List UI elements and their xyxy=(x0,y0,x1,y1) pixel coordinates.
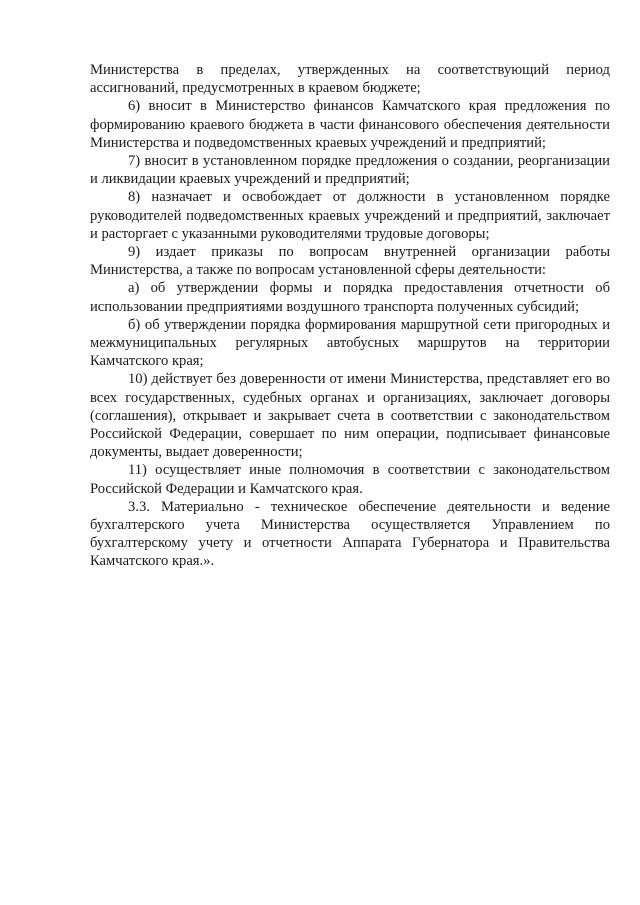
paragraph-item-7: 7) вносит в установленном порядке предложения о создании, реорганизации и ликвидации краевых учреждений и предприятий; xyxy=(90,153,610,188)
paragraph-item-11: 11) осуществляет иные полномочия в соответствии с законодательством Российской Федерации и Камчатского края. xyxy=(90,462,610,497)
paragraph-section-3-3: 3.3. Материально - техническое обеспечение деятельности и ведение бухгалтерского учета Министерства осуществляется Управлением по бухгалтерскому учету и отчетности Аппарата Губернатора и Правительства Камчатского края.». xyxy=(90,498,610,570)
document-body xyxy=(90,61,610,571)
paragraph-item-9: 9) издает приказы по вопросам внутренней организации работы Министерства, а также по вопросам установленной сферы деятельности: xyxy=(90,244,610,279)
paragraph-item-10: 10) действует без доверенности от имени Министерства, представляет его во всех государственных, судебных органах и организациях, заключает договоры (соглашения), открывает и закрывает счета в соответствии с законодательством Российской Федерации, совершает по ним операции, подписывает финансовые документы, выдает доверенности; xyxy=(90,371,610,461)
paragraph-continuation: Министерства в пределах, утвержденных на соответствующий период ассигнований, предусмотренных в краевом бюджете; xyxy=(90,62,610,97)
paragraph-item-6: 6) вносит в Министерство финансов Камчатского края предложения по формированию краевого бюджета в части финансового обеспечения деятельности Министерства и подведомственных краевых учреждений и предприятий; xyxy=(90,98,610,151)
paragraph-item-9b: б) об утверждении порядка формирования маршрутной сети пригородных и межмуниципальных регулярных автобусных маршрутов на территории Камчатского края; xyxy=(90,316,610,370)
paragraph-item-8: 8) назначает и освобождает от должности в установленном порядке руководителей подведомственных краевых учреждений и предприятий, заключает и расторгает с указанными руководителями трудовые договоры; xyxy=(90,189,610,242)
paragraph-item-9a: а) об утверждении формы и порядка предоставления отчетности об использовании предприятиями воздушного транспорта полученных субсидий; xyxy=(90,280,610,315)
